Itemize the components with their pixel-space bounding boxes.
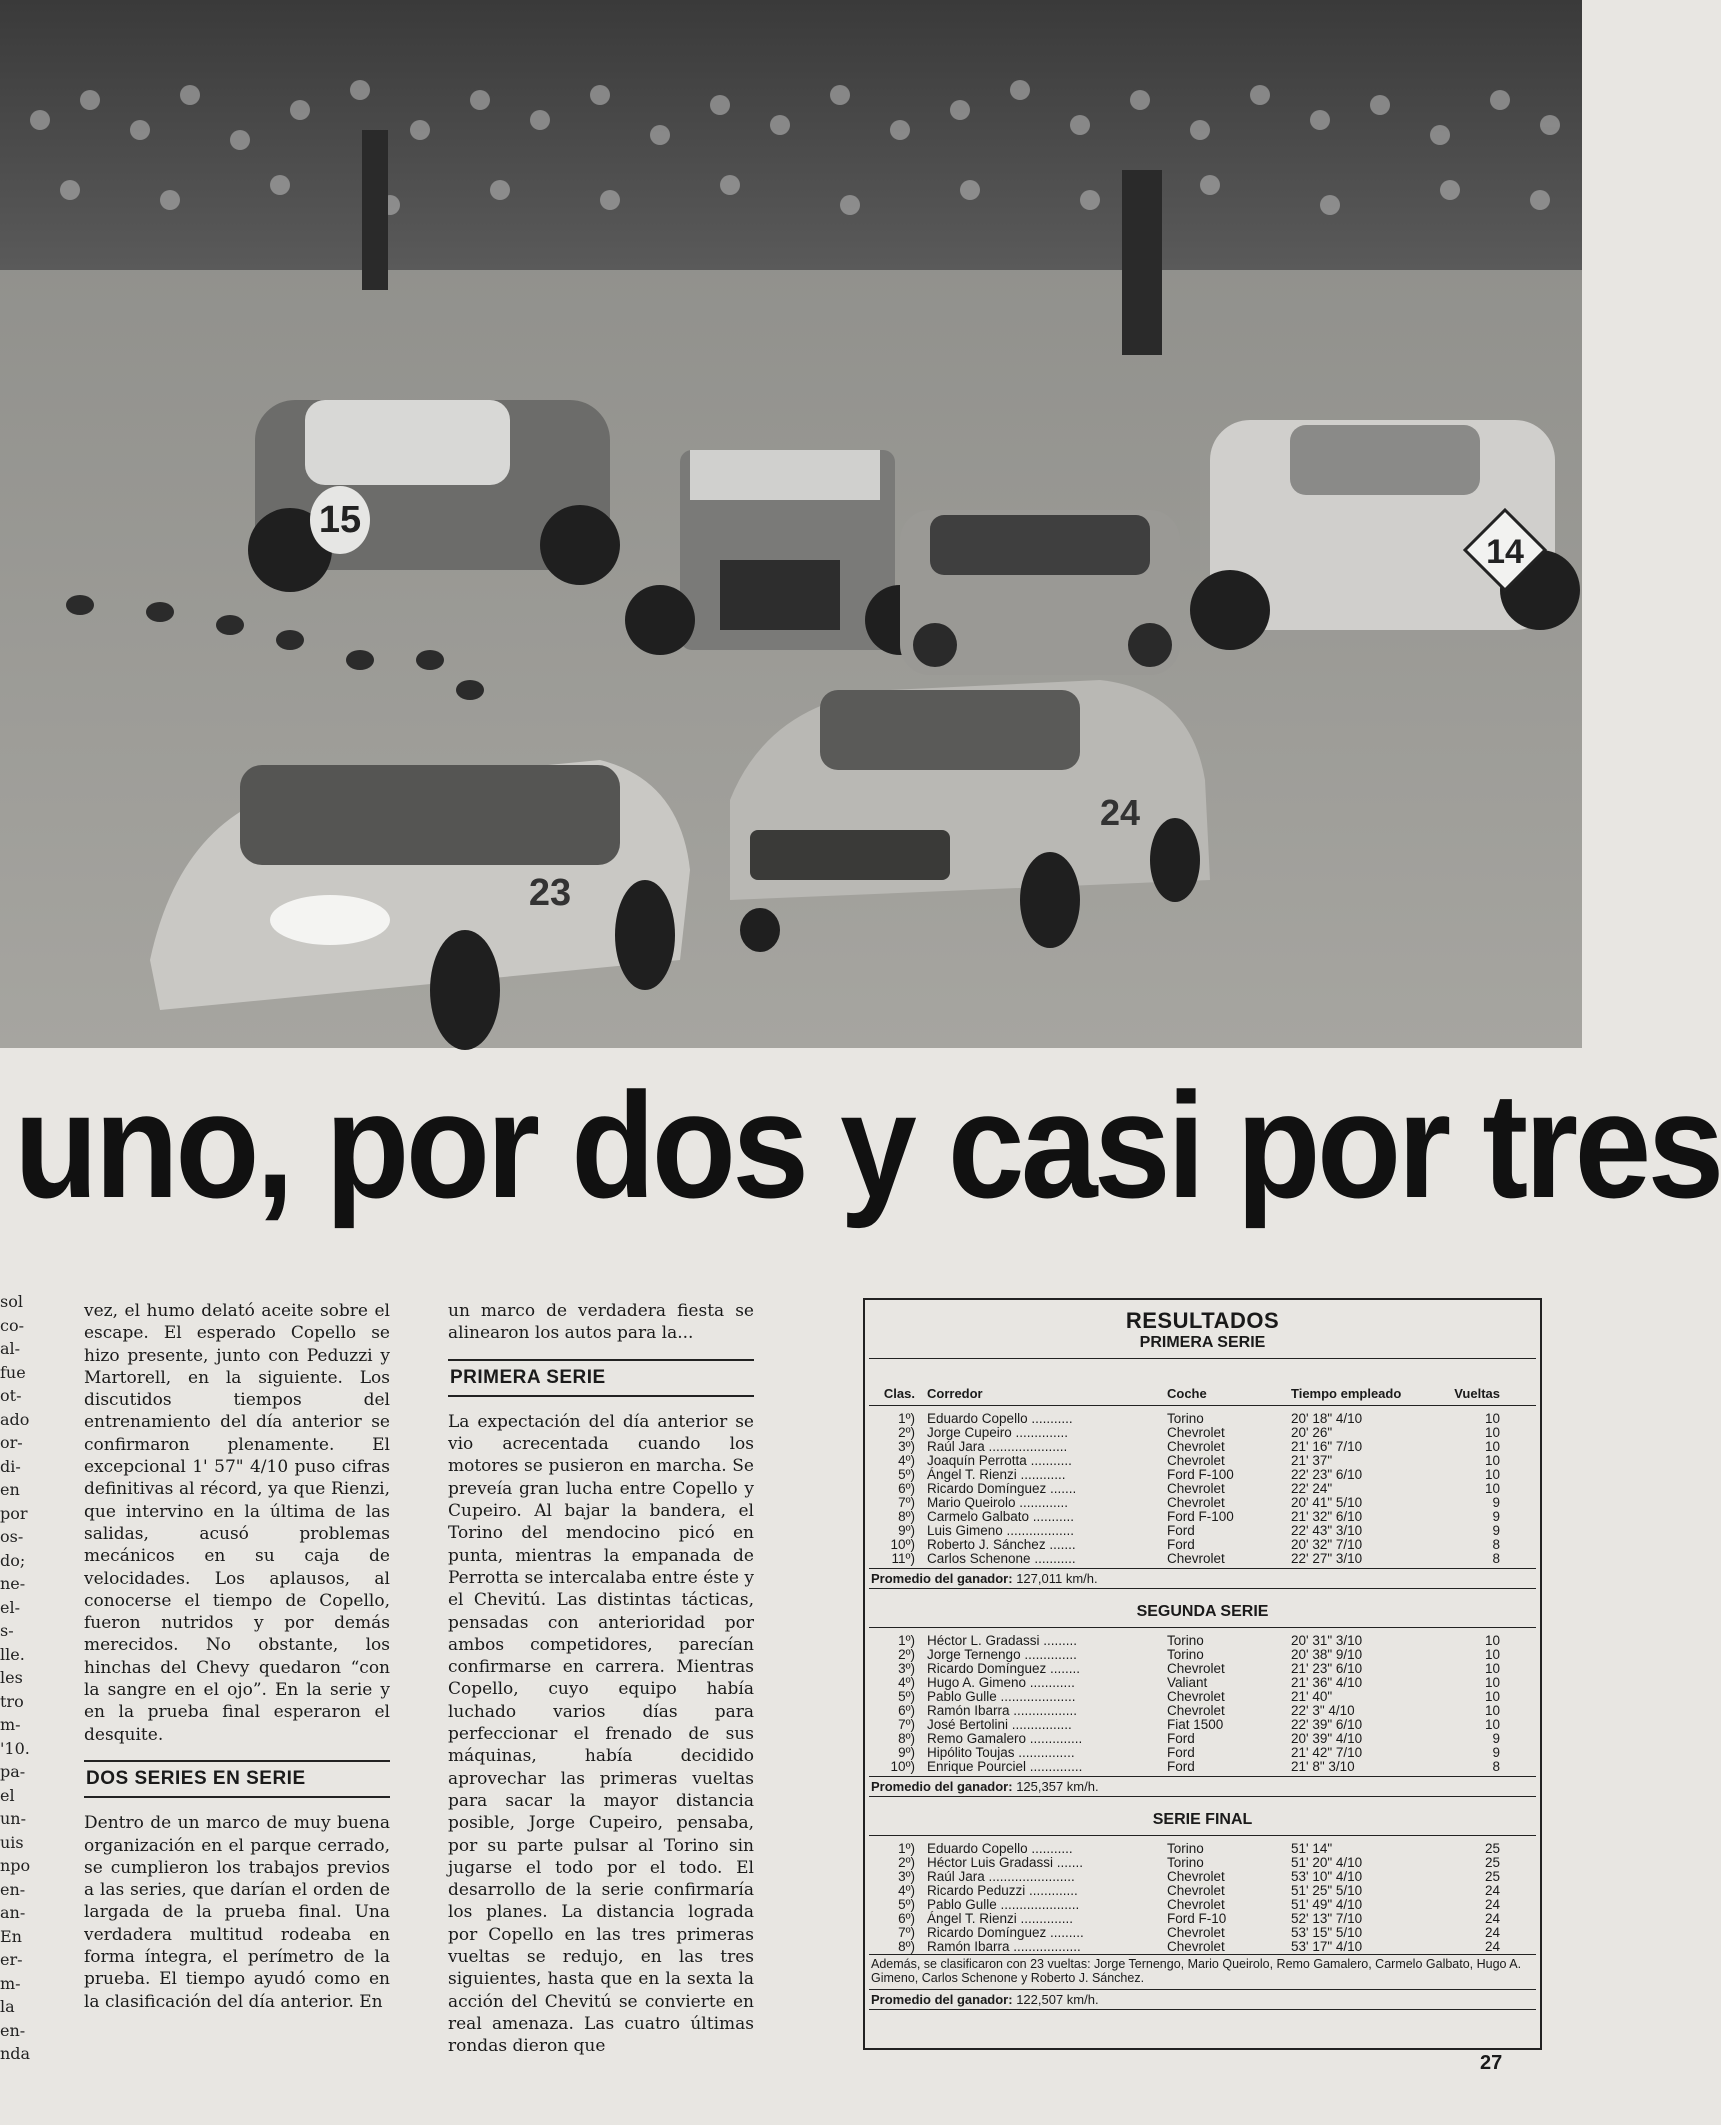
- cell-tiempo: 20' 18" 4/10: [1291, 1411, 1363, 1426]
- serie-final-block: [869, 1811, 1536, 2010]
- cell-corredor: Carmelo Galbato ...........: [927, 1509, 1075, 1524]
- cell-coche: Chevrolet: [1167, 1481, 1225, 1496]
- cell-vueltas: 9: [1492, 1731, 1500, 1746]
- cell-tiempo: 53' 17" 4/10: [1291, 1939, 1363, 1954]
- cell-corredor: Hipólito Toujas ...............: [927, 1745, 1075, 1760]
- cell-clas: 11º): [891, 1551, 915, 1566]
- result-row: [869, 1538, 1536, 1552]
- result-row: [869, 1468, 1536, 1482]
- cell-tiempo: 21' 40": [1291, 1689, 1333, 1704]
- cell-corredor: Ricardo Domínguez ........: [927, 1661, 1081, 1676]
- cell-tiempo: 20' 39" 4/10: [1291, 1731, 1363, 1746]
- cell-clas: 9º): [898, 1523, 915, 1538]
- segunda-serie-title: SEGUNDA SERIE: [1136, 1603, 1269, 1620]
- cell-vueltas: 10: [1484, 1675, 1500, 1690]
- cell-clas: 6º): [898, 1703, 915, 1718]
- cell-coche: Torino: [1167, 1647, 1204, 1662]
- result-row: [869, 1926, 1536, 1940]
- cell-tiempo: 22' 24": [1291, 1481, 1333, 1496]
- left-edge-line: fue: [0, 1362, 26, 1382]
- cell-corredor: Jorge Cupeiro ..............: [927, 1425, 1069, 1440]
- cell-tiempo: 22' 3" 4/10: [1291, 1703, 1355, 1718]
- final-promedio: [869, 1989, 1536, 2010]
- result-row: [869, 1440, 1536, 1454]
- left-edge-line: co-: [0, 1315, 24, 1335]
- cell-clas: 2º): [898, 1425, 915, 1440]
- left-edge-line: uis: [0, 1832, 24, 1852]
- cell-corredor: Ramón Ibarra .................: [927, 1703, 1078, 1718]
- left-edge-line: ot-: [0, 1386, 22, 1405]
- cell-tiempo: 51' 14": [1291, 1841, 1333, 1856]
- result-row: [869, 1898, 1536, 1912]
- cell-coche: Chevrolet: [1167, 1495, 1225, 1510]
- cell-vueltas: 10: [1484, 1647, 1500, 1662]
- extra-classified-note: Además, se clasificaron con 23 vueltas: Jorge Ternengo, Mario Queirolo, Remo Gamalero, Carmelo Galbato, Hugo A. Gimeno, Carlos Schenone y Roberto J. Sánchez.: [869, 1954, 1536, 1987]
- result-row: [869, 1856, 1536, 1870]
- cell-vueltas: 8: [1492, 1551, 1500, 1566]
- race-photo: [0, 0, 1582, 1048]
- cell-vueltas: 10: [1484, 1467, 1500, 1482]
- cell-clas: 4º): [898, 1883, 915, 1898]
- cell-coche: Chevrolet: [1167, 1453, 1225, 1468]
- cell-coche: Chevrolet: [1167, 1661, 1225, 1676]
- result-row: [869, 1760, 1536, 1774]
- section-heading-dos-series: DOS SERIES EN SERIE: [84, 1760, 390, 1798]
- car-grey-coupe: [900, 510, 1180, 675]
- cell-vueltas: 24: [1484, 1883, 1500, 1898]
- article-column-1: [84, 1300, 390, 2013]
- cell-vueltas: 10: [1484, 1481, 1500, 1496]
- results-table-header: [869, 1358, 1536, 1406]
- cell-tiempo: 21' 8" 3/10: [1291, 1759, 1355, 1774]
- cell-clas: 6º): [898, 1911, 915, 1926]
- cell-tiempo: 53' 10" 4/10: [1291, 1869, 1363, 1884]
- cell-coche: Chevrolet: [1167, 1551, 1225, 1566]
- left-edge-line: nda: [0, 2044, 31, 2063]
- cell-corredor: Raúl Jara .....................: [927, 1439, 1068, 1454]
- result-row: [869, 1676, 1536, 1690]
- left-edge-line: ne-: [0, 1574, 26, 1593]
- cell-coche: Fiat 1500: [1167, 1717, 1224, 1732]
- cell-coche: Ford: [1167, 1537, 1195, 1552]
- result-row: [869, 1496, 1536, 1510]
- result-row: [869, 1648, 1536, 1662]
- cell-coche: Ford F-100: [1167, 1467, 1234, 1482]
- cell-clas: 8º): [898, 1509, 915, 1524]
- segunda-promedio: [869, 1776, 1536, 1797]
- left-edge-line: un-: [0, 1809, 27, 1828]
- left-edge-line: os-: [0, 1527, 24, 1546]
- result-row: [869, 1732, 1536, 1746]
- cell-vueltas: 9: [1492, 1495, 1500, 1510]
- cell-corredor: Remo Gamalero ..............: [927, 1731, 1083, 1746]
- cell-coche: Torino: [1167, 1633, 1204, 1648]
- result-row: [869, 1912, 1536, 1926]
- promedio-value: 127,011 km/h.: [1016, 1571, 1098, 1586]
- paragraph: La expectación del día anterior se vio acrecentada cuando los motores se pusieron en marcha. Se preveía gran lucha entre Copello y Cupeiro. Al bajar la bandera, el Torino del mendocino picó en punta, mientras la empanada de Perrotta se intercalaba entre éste y el Chevitú. Las distintas tácticas, pensadas con anterioridad por ambos competidores, parecían confirmarse en carrera. Mientras Copello, cuyo equipo había luchado varios días para perfeccionar el frenado de sus máquinas, había decidido aprovechar las primeras vueltas para sacar la mayor distancia posible, Jorge Cupeiro, pensaba, por su parte pulsar al Torino sin jugarse el todo por el todo. El desarrollo de la serie confirmaría los planes. La distancia lograda por Copello en las tres primeras vueltas se redujo, en las tres siguientes, hasta que en la sexta la acción del Chevitú se convierte en real amenaza. Las cuatro últimas rondas dieron que: [448, 1411, 754, 2057]
- primera-promedio: [869, 1568, 1536, 1589]
- result-row: [869, 1426, 1536, 1440]
- cell-coche: Chevrolet: [1167, 1689, 1225, 1704]
- cell-clas: 2º): [898, 1855, 915, 1870]
- cell-tiempo: 21' 37": [1291, 1453, 1333, 1468]
- cell-vueltas: 24: [1484, 1911, 1500, 1926]
- cell-corredor: Ramón Ibarra ..................: [927, 1939, 1081, 1954]
- cell-clas: 2º): [898, 1647, 915, 1662]
- left-edge-line: an-: [0, 1903, 26, 1922]
- cell-tiempo: 21' 42" 7/10: [1291, 1745, 1363, 1760]
- left-edge-line: lle.: [0, 1644, 25, 1664]
- cell-coche: Ford: [1167, 1523, 1195, 1538]
- left-edge-line: m-: [0, 1973, 21, 1993]
- left-edge-line: pa-: [0, 1762, 26, 1781]
- left-edge-line: el: [0, 1785, 15, 1805]
- left-edge-line: al-: [0, 1339, 21, 1358]
- result-row: [869, 1510, 1536, 1524]
- result-row: [869, 1454, 1536, 1468]
- promedio-label: Promedio del ganador:: [871, 1992, 1013, 2007]
- result-row: [869, 1718, 1536, 1732]
- cell-coche: Chevrolet: [1167, 1869, 1225, 1884]
- car-24-number: 24: [1099, 792, 1141, 833]
- cell-vueltas: 24: [1484, 1925, 1500, 1940]
- header-tiempo: Tiempo empleado: [1291, 1386, 1402, 1401]
- cell-tiempo: 21' 36" 4/10: [1291, 1675, 1363, 1690]
- cell-corredor: Héctor Luis Gradassi .......: [927, 1855, 1084, 1870]
- cell-vueltas: 10: [1484, 1453, 1500, 1468]
- cell-tiempo: 20' 26": [1291, 1425, 1333, 1440]
- car-14-number: 14: [1486, 533, 1524, 571]
- segunda-serie-rows: [869, 1634, 1536, 1774]
- cell-tiempo: 22' 39" 6/10: [1291, 1717, 1363, 1732]
- cell-clas: 8º): [898, 1939, 915, 1954]
- primera-serie-rows: [869, 1412, 1536, 1566]
- result-row: [869, 1524, 1536, 1538]
- cell-corredor: Ricardo Peduzzi .............: [927, 1883, 1078, 1898]
- promedio-label: Promedio del ganador:: [871, 1779, 1013, 1794]
- headline: uno, por dos y casi por tres: [14, 1061, 1721, 1229]
- cell-vueltas: 25: [1484, 1855, 1500, 1870]
- cell-clas: 4º): [898, 1675, 915, 1690]
- left-edge-line: en-: [0, 1879, 26, 1899]
- left-edge-line: el-: [0, 1597, 20, 1617]
- cell-vueltas: 9: [1492, 1509, 1500, 1524]
- result-row: [869, 1690, 1536, 1704]
- left-edge-line: les: [0, 1668, 23, 1687]
- cell-clas: 7º): [898, 1717, 915, 1732]
- article-column-2: [448, 1300, 754, 2058]
- cell-corredor: Luis Gimeno ..................: [927, 1523, 1075, 1538]
- cell-corredor: Ángel T. Rienzi ..............: [927, 1911, 1074, 1926]
- cell-vueltas: 25: [1484, 1869, 1500, 1884]
- cell-tiempo: 20' 32" 7/10: [1291, 1537, 1363, 1552]
- cell-vueltas: 9: [1492, 1523, 1500, 1538]
- cell-tiempo: 21' 23" 6/10: [1291, 1661, 1363, 1676]
- cell-tiempo: 51' 49" 4/10: [1291, 1897, 1363, 1912]
- cell-clas: 10º): [890, 1537, 915, 1552]
- promedio-value: 122,507 km/h.: [1016, 1992, 1099, 2007]
- cell-vueltas: 10: [1484, 1439, 1500, 1454]
- cell-corredor: Eduardo Copello ...........: [927, 1841, 1073, 1856]
- left-edge-line: npo: [0, 1856, 31, 1875]
- cell-corredor: Héctor L. Gradassi .........: [927, 1633, 1078, 1648]
- cell-coche: Ford: [1167, 1759, 1195, 1774]
- cell-coche: Chevrolet: [1167, 1939, 1225, 1954]
- header-clas: Clas.: [883, 1386, 915, 1401]
- cell-coche: Torino: [1167, 1855, 1204, 1870]
- cell-corredor: José Bertolini ................: [927, 1717, 1072, 1732]
- cell-tiempo: 51' 20" 4/10: [1291, 1855, 1363, 1870]
- cell-tiempo: 21' 16" 7/10: [1291, 1439, 1363, 1454]
- header-coche: Coche: [1167, 1386, 1207, 1401]
- cell-tiempo: 52' 13" 7/10: [1291, 1911, 1363, 1926]
- paragraph: Dentro de un marco de muy buena organización en el parque cerrado, se cumplieron los trabajos previos a las series, que darían el orden de largada de la prueba final. Una verdadera multitud rodeaba en forma íntegra, el perímetro de la prueba. El tiempo ayudó como en la clasificación del día anterior. En: [84, 1813, 390, 2012]
- cell-corredor: Pablo Gulle ....................: [927, 1689, 1076, 1704]
- primera-serie-title: PRIMERA SERIE: [1139, 1334, 1266, 1351]
- cell-corredor: Joaquín Perrotta ...........: [927, 1453, 1072, 1468]
- left-edge-line: or-: [0, 1433, 23, 1452]
- left-edge-line: en: [0, 1480, 20, 1499]
- cell-vueltas: 9: [1492, 1745, 1500, 1760]
- cell-vueltas: 10: [1484, 1633, 1500, 1648]
- cell-coche: Chevrolet: [1167, 1703, 1225, 1718]
- left-edge-line: sol: [0, 1292, 23, 1311]
- left-edge-line: ado: [0, 1409, 30, 1429]
- cell-coche: Chevrolet: [1167, 1439, 1225, 1454]
- cell-clas: 4º): [898, 1453, 915, 1468]
- result-row: [869, 1940, 1536, 1954]
- cell-coche: Ford: [1167, 1745, 1195, 1760]
- cell-vueltas: 10: [1484, 1425, 1500, 1440]
- left-edge-line: En: [0, 1926, 22, 1946]
- cell-clas: 5º): [898, 1467, 915, 1482]
- left-edge-line: do;: [0, 1550, 26, 1570]
- left-edge-line: en-: [0, 2020, 26, 2040]
- cell-vueltas: 10: [1484, 1703, 1500, 1718]
- car-23-number: 23: [528, 872, 572, 914]
- left-edge-line: por: [0, 1503, 28, 1523]
- cell-clas: 7º): [898, 1925, 915, 1940]
- result-row: [869, 1552, 1536, 1566]
- promedio-label: Promedio del ganador:: [871, 1571, 1013, 1586]
- cell-tiempo: 22' 43" 3/10: [1291, 1523, 1363, 1538]
- cell-clas: 7º): [898, 1495, 915, 1510]
- cell-corredor: Pablo Gulle .....................: [927, 1897, 1080, 1912]
- cell-corredor: Ricardo Domínguez .........: [927, 1925, 1084, 1940]
- result-row: [869, 1634, 1536, 1648]
- cell-coche: Chevrolet: [1167, 1883, 1225, 1898]
- cell-tiempo: 20' 31" 3/10: [1291, 1633, 1363, 1648]
- cell-corredor: Roberto J. Sánchez .......: [927, 1537, 1076, 1552]
- cell-tiempo: 21' 32" 6/10: [1291, 1509, 1363, 1524]
- cell-clas: 5º): [898, 1897, 915, 1912]
- cell-coche: Torino: [1167, 1411, 1204, 1426]
- cell-coche: Chevrolet: [1167, 1425, 1225, 1440]
- cell-vueltas: 10: [1484, 1689, 1500, 1704]
- cell-coche: Ford F-10: [1167, 1911, 1227, 1926]
- cell-corredor: Carlos Schenone ...........: [927, 1551, 1076, 1566]
- result-row: [869, 1746, 1536, 1760]
- result-row: [869, 1842, 1536, 1856]
- cell-clas: 1º): [898, 1841, 915, 1856]
- cell-clas: 9º): [898, 1745, 915, 1760]
- cell-coche: Valiant: [1167, 1675, 1208, 1690]
- segunda-serie-block: [869, 1603, 1536, 1797]
- cell-tiempo: 20' 38" 9/10: [1291, 1647, 1363, 1662]
- cell-clas: 3º): [898, 1439, 915, 1454]
- header-vueltas: Vueltas: [1454, 1386, 1500, 1401]
- cell-vueltas: 10: [1484, 1661, 1500, 1676]
- cell-corredor: Raúl Jara .......................: [927, 1869, 1075, 1884]
- left-edge-line: tro: [0, 1691, 24, 1711]
- cell-corredor: Jorge Ternengo ..............: [927, 1647, 1077, 1662]
- cell-clas: 6º): [898, 1481, 915, 1496]
- cell-tiempo: 51' 25" 5/10: [1291, 1883, 1363, 1898]
- cell-vueltas: 24: [1484, 1897, 1500, 1912]
- left-edge-line: s-: [0, 1621, 14, 1640]
- cell-coche: Chevrolet: [1167, 1925, 1225, 1940]
- cell-coche: Ford: [1167, 1731, 1195, 1746]
- cell-tiempo: 20' 41" 5/10: [1291, 1495, 1363, 1510]
- cell-corredor: Enrique Pourciel ..............: [927, 1759, 1083, 1774]
- promedio-value: 125,357 km/h.: [1016, 1779, 1099, 1794]
- result-row: [869, 1870, 1536, 1884]
- result-row: [869, 1704, 1536, 1718]
- section-heading-primera-serie: PRIMERA SERIE: [448, 1359, 754, 1397]
- cell-vueltas: 24: [1484, 1939, 1500, 1954]
- cell-vueltas: 8: [1492, 1537, 1500, 1552]
- cell-coche: Ford F-100: [1167, 1509, 1234, 1524]
- race-photo-illustration: [0, 0, 1582, 1048]
- result-row: [869, 1884, 1536, 1898]
- cell-coche: Torino: [1167, 1841, 1204, 1856]
- cell-clas: 1º): [898, 1411, 915, 1426]
- results-title: RESULTADOS: [1125, 1308, 1280, 1333]
- left-edge-line: er-: [0, 1950, 23, 1969]
- left-edge-line: la: [0, 1997, 15, 2016]
- cell-corredor: Ricardo Domínguez .......: [927, 1481, 1077, 1496]
- paragraph: un marco de verdadera fiesta se alinearon los autos para la...: [448, 1301, 754, 1344]
- official-left: [362, 130, 388, 290]
- header-corredor: Corredor: [927, 1386, 983, 1401]
- cell-clas: 1º): [898, 1633, 915, 1648]
- results-box: [863, 1298, 1542, 2050]
- official-right: [1122, 170, 1162, 355]
- serie-final-rows: [869, 1842, 1536, 1954]
- cell-vueltas: 8: [1492, 1759, 1500, 1774]
- car-15: [248, 400, 620, 592]
- cell-corredor: Eduardo Copello ...........: [927, 1411, 1073, 1426]
- cell-corredor: Mario Queirolo .............: [927, 1495, 1069, 1510]
- cell-clas: 3º): [898, 1661, 915, 1676]
- result-row: [869, 1662, 1536, 1676]
- cell-vueltas: 25: [1484, 1841, 1500, 1856]
- cell-clas: 3º): [898, 1869, 915, 1884]
- left-edge-line: di-: [0, 1456, 21, 1476]
- car-15-number: 15: [318, 499, 362, 541]
- result-row: [869, 1482, 1536, 1496]
- left-edge-fragments: [0, 1290, 31, 2066]
- cell-coche: Chevrolet: [1167, 1897, 1225, 1912]
- result-row: [869, 1412, 1536, 1426]
- left-edge-line: '10.: [0, 1738, 30, 1758]
- cell-clas: 5º): [898, 1689, 915, 1704]
- cell-corredor: Ángel T. Rienzi ............: [927, 1467, 1066, 1482]
- cell-vueltas: 10: [1484, 1411, 1500, 1426]
- left-edge-line: m-: [0, 1715, 21, 1734]
- cell-corredor: Hugo A. Gimeno ............: [927, 1675, 1075, 1690]
- cell-tiempo: 22' 27" 3/10: [1291, 1551, 1363, 1566]
- paragraph: vez, el humo delató aceite sobre el escape. El esperado Copello se hizo presente, junto con Peduzzi y Martorell, en la siguiente. Los discutidos tiempos del entrenamiento del día anterior se confirmaron plenamente. El excepcional 1' 57" 4/10 puso cifras definitivas al récord, ya que Rienzi, que intervino en la última de las salidas, acusó problemas mecánicos en su caja de velocidades. Los aplausos, al conocerse el tiempo de Copello, fueron nutridos y por demás merecidos. No obstante, los hinchas del Chevy quedaron “con la sangre en el ojo”. En la serie y en la prueba final esperaron el desquite.: [84, 1301, 390, 1745]
- cell-clas: 10º): [890, 1759, 915, 1774]
- cell-tiempo: 53' 15" 5/10: [1291, 1925, 1363, 1940]
- page-number: 27: [1480, 2052, 1503, 2074]
- serie-final-title: SERIE FINAL: [1152, 1811, 1253, 1828]
- cell-vueltas: 10: [1484, 1717, 1500, 1732]
- cell-clas: 8º): [898, 1731, 915, 1746]
- cell-tiempo: 22' 23" 6/10: [1291, 1467, 1363, 1482]
